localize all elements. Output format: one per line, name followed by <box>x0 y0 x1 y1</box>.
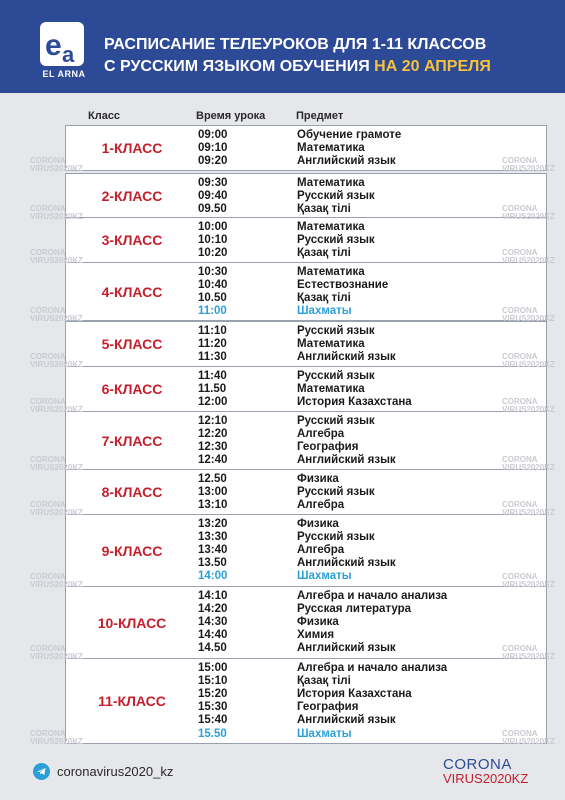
lesson-subject: Английский язык <box>297 155 396 167</box>
lesson-time: 15:10 <box>198 675 228 687</box>
title-line-1: РАСПИСАНИЕ ТЕЛЕУРОКОВ ДЛЯ 1-11 КЛАССОВ <box>104 36 487 53</box>
watermark <box>30 573 83 589</box>
lesson-subject: Шахматы <box>297 728 352 740</box>
watermark-line-1: CORONA <box>30 397 66 406</box>
lesson-subject: Математика <box>297 221 365 233</box>
class-name: 6-КЛАСС <box>101 381 163 397</box>
watermark <box>30 157 83 173</box>
lesson-subject: Русская литература <box>297 603 412 615</box>
el-arna-logo <box>40 22 84 66</box>
watermark <box>502 398 555 414</box>
title-date: НА 20 АПРЕЛЯ <box>374 58 491 75</box>
watermark-line-1: CORONA <box>502 352 538 361</box>
telegram-handle[interactable]: coronavirus2020_kz <box>57 764 174 779</box>
lesson-time: 15.50 <box>198 728 227 740</box>
watermark-line-2: VIRUS2020KZ <box>30 405 83 414</box>
watermark-line-2: VIRUS2020KZ <box>30 580 83 589</box>
lesson-time: 12:30 <box>198 441 228 453</box>
lesson-time: 14:40 <box>198 629 228 641</box>
lesson-subject: Физика <box>297 473 339 485</box>
watermark-line-2: VIRUS2020KZ <box>30 737 83 746</box>
logo-caption: EL ARNA <box>42 69 86 79</box>
class-name: 7-КЛАСС <box>101 433 163 449</box>
lesson-time: 15:20 <box>198 688 228 700</box>
watermark-line-1: CORONA <box>502 204 538 213</box>
lesson-time: 14.50 <box>198 642 227 654</box>
lesson-subject: Английский язык <box>297 454 396 466</box>
svg-text:e: e <box>45 29 62 62</box>
lesson-time: 09:40 <box>198 190 228 202</box>
lesson-time: 10:20 <box>198 247 228 259</box>
lesson-subject: Русский язык <box>297 531 375 543</box>
watermark-line-1: CORONA <box>30 455 66 464</box>
lesson-subject: Шахматы <box>297 305 352 317</box>
lesson-subject: Естествознание <box>297 279 389 291</box>
lesson-subject: Математика <box>297 266 365 278</box>
lesson-time: 14:10 <box>198 590 228 602</box>
class-block <box>65 321 547 367</box>
watermark <box>30 353 83 369</box>
watermark-line-2: VIRUS2020KZ <box>502 463 555 472</box>
class-block <box>65 469 547 515</box>
lesson-time: 15:30 <box>198 701 228 713</box>
watermark <box>502 456 555 472</box>
lesson-time: 09:10 <box>198 142 228 154</box>
lesson-subject: Шахматы <box>297 570 352 582</box>
watermark-line-1: CORONA <box>30 156 66 165</box>
class-block <box>65 262 547 321</box>
lesson-subject: Английский язык <box>297 351 396 363</box>
watermark <box>30 501 83 517</box>
lesson-subject: География <box>297 701 359 713</box>
lesson-subject: Обучение грамоте <box>297 129 402 141</box>
lesson-subject: Алгебра <box>297 544 345 556</box>
lesson-time: 10:10 <box>198 234 228 246</box>
class-block <box>65 658 547 744</box>
watermark-line-1: CORONA <box>502 729 538 738</box>
lesson-subject: Русский язык <box>297 325 375 337</box>
header-banner <box>0 0 565 93</box>
watermark <box>30 456 83 472</box>
column-header-time: Время урока <box>196 110 266 122</box>
lesson-time: 13:20 <box>198 518 228 530</box>
lesson-time: 10.50 <box>198 292 227 304</box>
lesson-time: 11:20 <box>198 338 227 350</box>
lesson-subject: Алгебра и начало анализа <box>297 590 448 602</box>
lesson-time: 14:00 <box>198 570 228 582</box>
lesson-subject: Алгебра и начало анализа <box>297 662 448 674</box>
lesson-time: 10:00 <box>198 221 228 233</box>
watermark <box>502 730 555 746</box>
watermark-line-1: CORONA <box>502 306 538 315</box>
watermark <box>502 157 555 173</box>
watermark <box>502 353 555 369</box>
class-block <box>65 125 547 171</box>
lesson-subject: Математика <box>297 338 365 350</box>
watermark-line-2: VIRUS2020KZ <box>30 463 83 472</box>
lesson-subject: Математика <box>297 383 365 395</box>
lesson-subject: Қазақ тілі <box>297 675 351 687</box>
watermark-line-2: VIRUS2020KZ <box>502 212 555 221</box>
watermark <box>30 249 83 265</box>
watermark-line-2: VIRUS2020KZ <box>30 212 83 221</box>
column-header-subject: Предмет <box>296 110 344 122</box>
brand-line-2: VIRUS2020KZ <box>443 771 529 786</box>
lesson-subject: Английский язык <box>297 714 396 726</box>
lesson-subject: Русский язык <box>297 415 375 427</box>
watermark <box>30 645 83 661</box>
watermark-line-2: VIRUS2020KZ <box>502 314 555 323</box>
lesson-time: 11:00 <box>198 305 227 317</box>
lesson-time: 13:30 <box>198 531 228 543</box>
lesson-time: 12:10 <box>198 415 228 427</box>
class-name: 3-КЛАСС <box>101 232 163 248</box>
lesson-time: 12:00 <box>198 396 228 408</box>
watermark <box>30 307 83 323</box>
lesson-time: 12:40 <box>198 454 228 466</box>
watermark-line-1: CORONA <box>502 500 538 509</box>
lesson-time: 13:10 <box>198 499 228 511</box>
lesson-subject: Русский язык <box>297 190 375 202</box>
lesson-subject: Английский язык <box>297 557 396 569</box>
watermark-line-1: CORONA <box>502 572 538 581</box>
lesson-time: 14:20 <box>198 603 228 615</box>
lesson-time: 12:20 <box>198 428 228 440</box>
watermark <box>30 398 83 414</box>
corona-virus-brand <box>443 756 555 786</box>
title-line-2-main: С РУССКИМ ЯЗЫКОМ ОБУЧЕНИЯ <box>104 58 370 75</box>
lesson-time: 09:00 <box>198 129 228 141</box>
watermark-line-1: CORONA <box>30 204 66 213</box>
lesson-time: 11:30 <box>198 351 227 363</box>
lesson-subject: Русский язык <box>297 370 375 382</box>
lesson-subject: Қазақ тілі <box>297 292 351 304</box>
brand-line-1: CORONA <box>443 756 512 773</box>
watermark-line-1: CORONA <box>502 248 538 257</box>
watermark-line-1: CORONA <box>502 156 538 165</box>
lesson-time: 11:40 <box>198 370 227 382</box>
class-name: 1-КЛАСС <box>101 140 163 156</box>
watermark-line-1: CORONA <box>502 455 538 464</box>
watermark <box>502 501 555 517</box>
class-block <box>65 411 547 470</box>
class-name: 2-КЛАСС <box>101 188 163 204</box>
lesson-time: 11:10 <box>198 325 227 337</box>
lesson-subject: Алгебра <box>297 499 345 511</box>
lesson-time: 14:30 <box>198 616 228 628</box>
watermark-line-2: VIRUS2020KZ <box>502 652 555 661</box>
lesson-time: 09:20 <box>198 155 228 167</box>
svg-text:a: a <box>62 42 75 66</box>
watermark-line-2: VIRUS2020KZ <box>502 256 555 265</box>
lesson-time: 13:40 <box>198 544 228 556</box>
watermark <box>502 645 555 661</box>
watermark-line-2: VIRUS2020KZ <box>30 314 83 323</box>
class-name: 9-КЛАСС <box>101 543 163 559</box>
watermark-line-2: VIRUS2020KZ <box>30 256 83 265</box>
lesson-subject: География <box>297 441 359 453</box>
lesson-time: 11.50 <box>198 383 227 395</box>
watermark-line-1: CORONA <box>30 500 66 509</box>
watermark-line-1: CORONA <box>30 306 66 315</box>
watermark-line-2: VIRUS2020KZ <box>502 580 555 589</box>
class-name: 5-КЛАСС <box>101 336 163 352</box>
watermark-line-2: VIRUS2020KZ <box>502 737 555 746</box>
watermark <box>502 205 555 221</box>
watermark <box>30 730 83 746</box>
class-name: 4-КЛАСС <box>101 284 163 300</box>
lesson-time: 09.50 <box>198 203 227 215</box>
lesson-subject: Русский язык <box>297 234 375 246</box>
watermark-line-2: VIRUS2020KZ <box>502 164 555 173</box>
lesson-subject: Химия <box>297 629 335 641</box>
lesson-time: 15:40 <box>198 714 228 726</box>
lesson-subject: Физика <box>297 518 339 530</box>
watermark-line-1: CORONA <box>30 729 66 738</box>
lesson-time: 10:30 <box>198 266 228 278</box>
watermark-line-1: CORONA <box>30 352 66 361</box>
watermark-line-2: VIRUS2020KZ <box>502 508 555 517</box>
lesson-subject: Алгебра <box>297 428 345 440</box>
watermark-line-2: VIRUS2020KZ <box>30 360 83 369</box>
class-name: 8-КЛАСС <box>101 484 163 500</box>
lesson-time: 09:30 <box>198 177 228 189</box>
lesson-time: 13.50 <box>198 557 227 569</box>
lesson-time: 13:00 <box>198 486 228 498</box>
lesson-time: 10:40 <box>198 279 228 291</box>
class-name: 10-КЛАСС <box>97 615 167 631</box>
watermark-line-1: CORONA <box>502 644 538 653</box>
watermark-line-2: VIRUS2020KZ <box>30 652 83 661</box>
class-block <box>65 514 547 587</box>
watermark <box>502 573 555 589</box>
class-block <box>65 586 547 659</box>
class-name: 11-КЛАСС <box>98 693 166 709</box>
watermark-line-2: VIRUS2020KZ <box>30 164 83 173</box>
lesson-subject: История Казахстана <box>297 396 412 408</box>
lesson-subject: Английский язык <box>297 642 396 654</box>
class-block <box>65 217 547 263</box>
lesson-subject: Физика <box>297 616 339 628</box>
watermark-line-2: VIRUS2020KZ <box>30 508 83 517</box>
watermark-line-1: CORONA <box>30 248 66 257</box>
watermark-line-2: VIRUS2020KZ <box>502 360 555 369</box>
page-title <box>104 34 491 78</box>
watermark-line-2: VIRUS2020KZ <box>502 405 555 414</box>
watermark <box>502 307 555 323</box>
lesson-subject: Русский язык <box>297 486 375 498</box>
lesson-subject: Математика <box>297 142 365 154</box>
class-block <box>65 366 547 412</box>
watermark-line-1: CORONA <box>502 397 538 406</box>
lesson-subject: История Казахстана <box>297 688 412 700</box>
telegram-icon[interactable] <box>33 763 50 780</box>
title-line-2 <box>104 56 491 78</box>
watermark <box>502 249 555 265</box>
watermark <box>30 205 83 221</box>
lesson-time: 12.50 <box>198 473 227 485</box>
lesson-subject: Математика <box>297 177 365 189</box>
lesson-subject: Қазақ тілі <box>297 203 351 215</box>
lesson-time: 15:00 <box>198 662 228 674</box>
class-block <box>65 173 547 219</box>
watermark-line-1: CORONA <box>30 644 66 653</box>
column-header-class: Класс <box>88 110 121 122</box>
lesson-subject: Қазақ тілі <box>297 247 351 259</box>
watermark-line-1: CORONA <box>30 572 66 581</box>
